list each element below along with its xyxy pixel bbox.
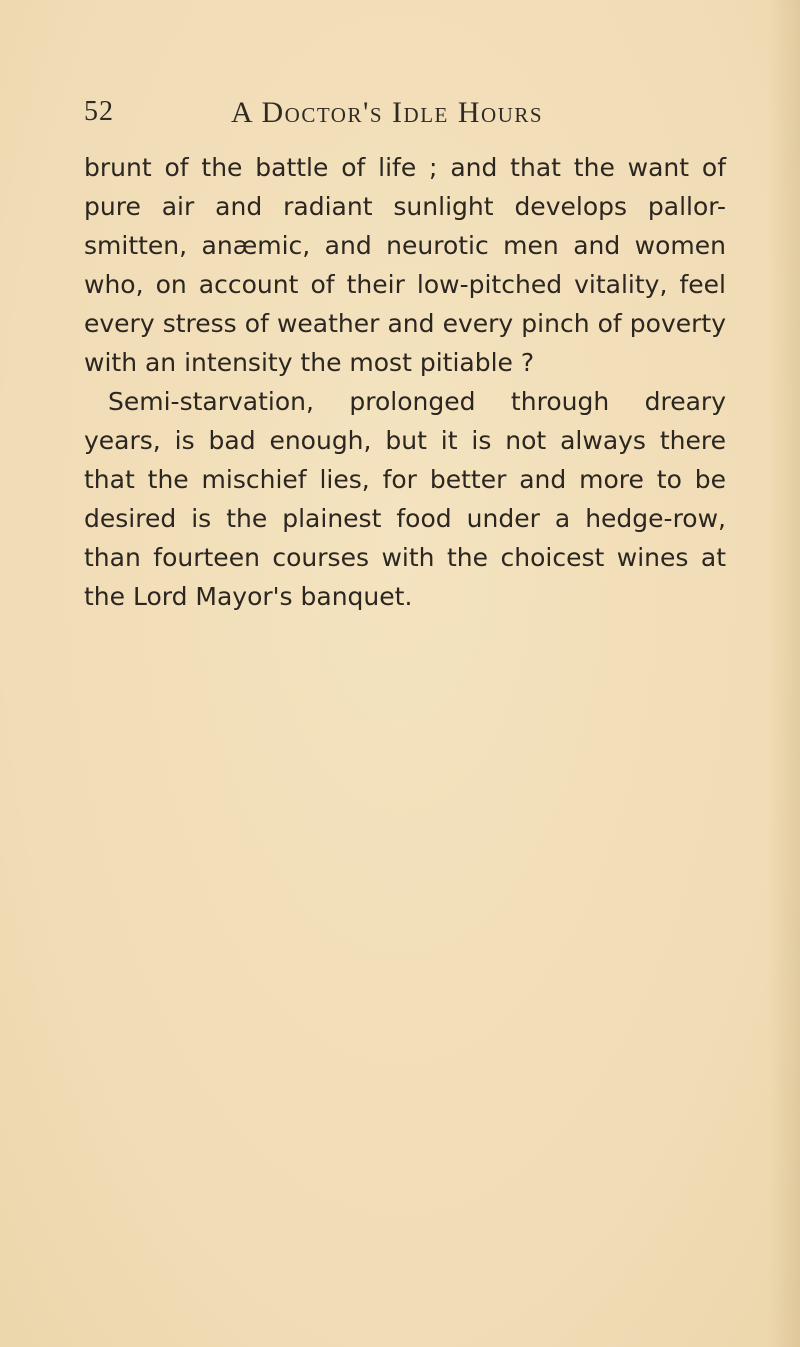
text-line: smitten, anæmic, and neurotic men and women (84, 231, 726, 260)
running-head (84, 96, 724, 136)
text-line: brunt of the battle of life ; and that the want of (84, 153, 726, 182)
text-line: desired is the plainest food under a hedge-row, (84, 504, 726, 533)
page-number: 52 (84, 96, 114, 127)
text-line: Semi-starvation, prolonged through dreary (108, 387, 726, 416)
text-line: with an intensity the most pitiable ? (84, 348, 535, 377)
text-line: who, on account of their low-pitched vitality, feel (84, 270, 726, 299)
text-line: pure air and radiant sunlight develops pallor- (84, 192, 726, 221)
text-line: than fourteen courses with the choicest wines at (84, 543, 726, 572)
running-title: A Doctor's Idle Hours (231, 96, 544, 129)
text-line: that the mischief lies, for better and more to be (84, 465, 726, 494)
body-text (84, 148, 726, 616)
text-line: every stress of weather and every pinch of poverty (84, 309, 726, 338)
text-line: the Lord Mayor's banquet. (84, 582, 413, 611)
text-line: years, is bad enough, but it is not always there (84, 426, 726, 455)
